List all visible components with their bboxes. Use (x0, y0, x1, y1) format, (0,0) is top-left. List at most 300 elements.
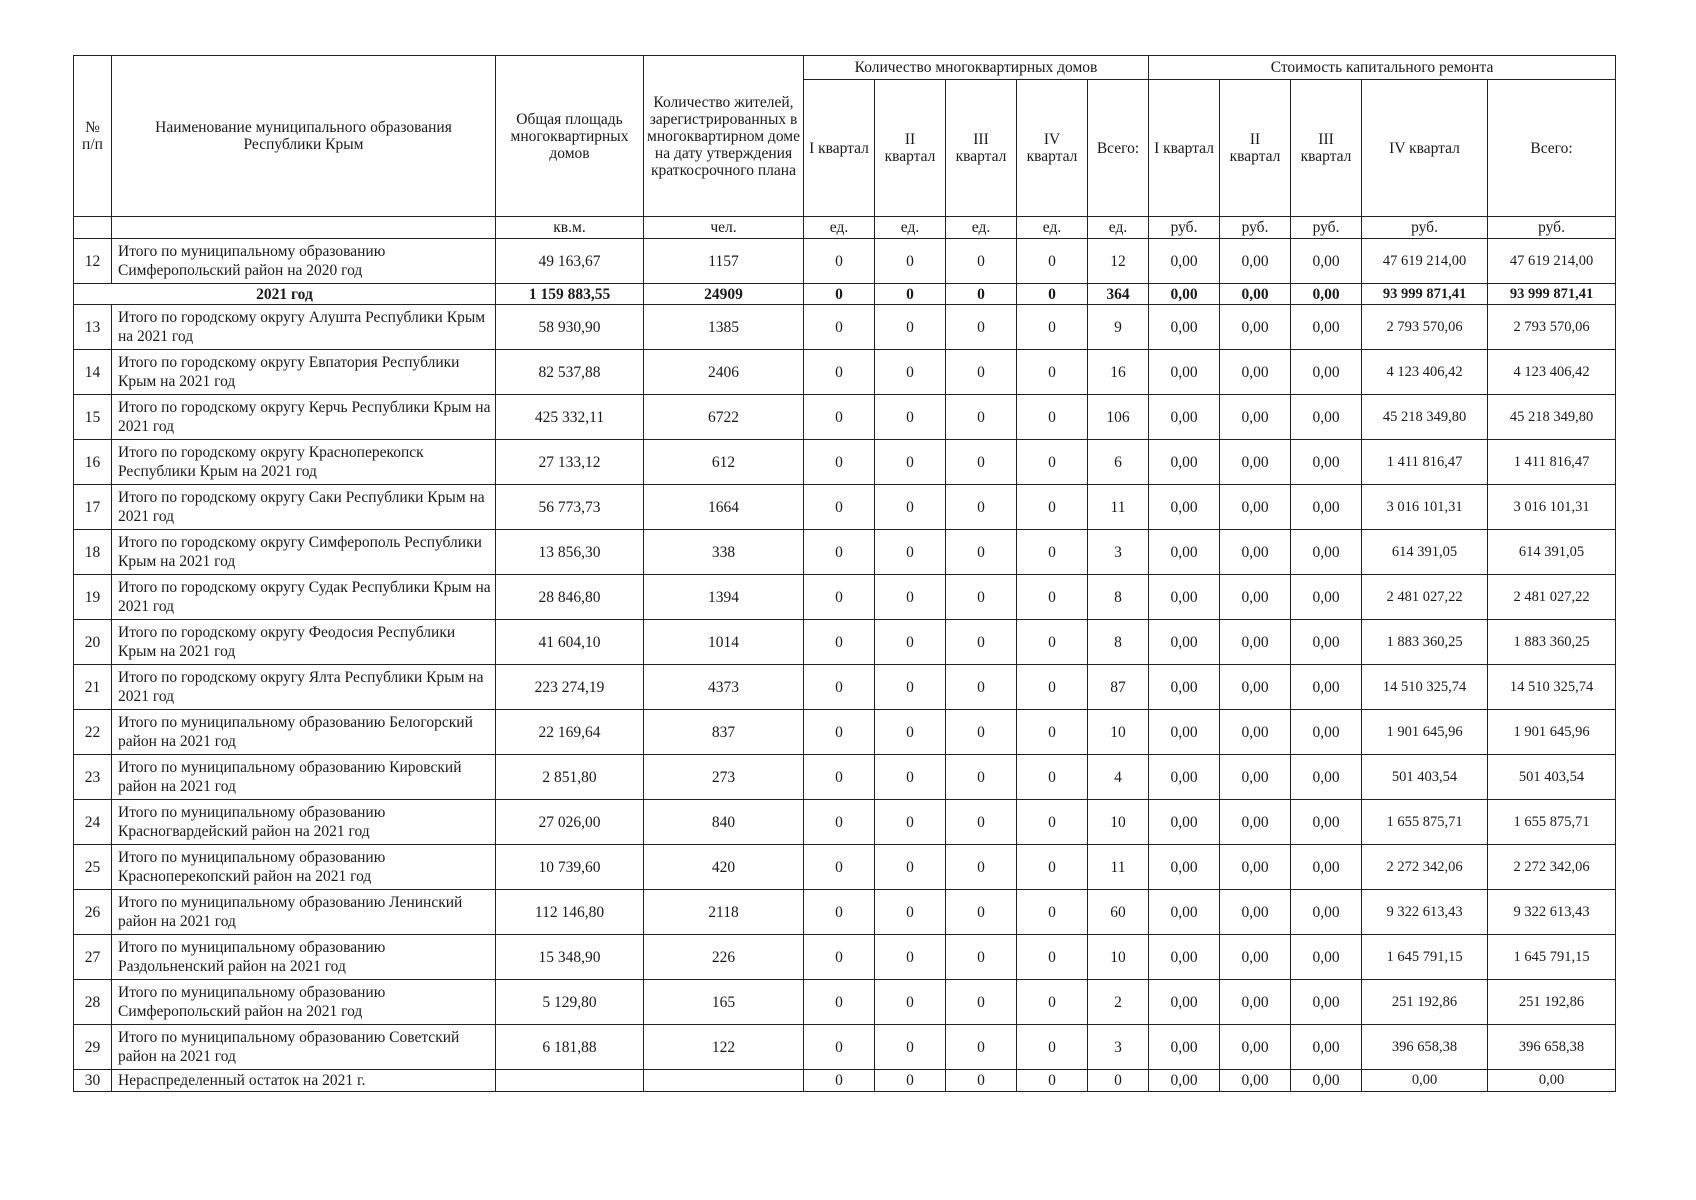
cost-q3-cell: 0,00 (1291, 305, 1362, 350)
houses-total-cell: 2 (1088, 980, 1149, 1025)
houses-q2-cell: 0 (875, 485, 946, 530)
header-cost-group: Стоимость капитального ремонта (1149, 56, 1616, 80)
residents-cell: 226 (644, 935, 804, 980)
houses-q2-cell: 0 (875, 395, 946, 440)
cost-q1-cell: 0,00 (1149, 1070, 1220, 1092)
cost-q1-cell: 0,00 (1149, 935, 1220, 980)
header-houses-q1: I квартал (804, 80, 875, 217)
cost-q3-cell: 0,00 (1291, 440, 1362, 485)
area-cell: 10 739,60 (496, 845, 644, 890)
houses-q4-cell: 0 (1017, 980, 1088, 1025)
residents-cell: 420 (644, 845, 804, 890)
houses-q4-cell: 0 (1017, 755, 1088, 800)
cost-q3-cell: 0,00 (1291, 350, 1362, 395)
houses-total-cell: 8 (1088, 575, 1149, 620)
table-row (74, 620, 1616, 665)
cost-total-cell: 614 391,05 (1488, 530, 1616, 575)
houses-q2-cell: 0 (875, 845, 946, 890)
cost-q3-cell: 0,00 (1291, 575, 1362, 620)
cost-q4-cell: 14 510 325,74 (1362, 665, 1488, 710)
houses-total-cell: 11 (1088, 845, 1149, 890)
cost-q4-cell: 614 391,05 (1362, 530, 1488, 575)
row-number-cell: 23 (74, 755, 112, 800)
row-name-cell: Итого по городскому округу Симферополь Республики Крым на 2021 год (112, 530, 496, 575)
row-number-cell: 30 (74, 1070, 112, 1092)
cost-q4-cell: 2 793 570,06 (1362, 305, 1488, 350)
houses-total-cell: 6 (1088, 440, 1149, 485)
houses-q3-cell: 0 (946, 239, 1017, 284)
houses-q1-cell: 0 (804, 1070, 875, 1092)
houses-q3-cell: 0 (946, 890, 1017, 935)
cost-q4-cell: 3 016 101,31 (1362, 485, 1488, 530)
houses-q1-cell: 0 (804, 845, 875, 890)
cost-q4-cell: 1 901 645,96 (1362, 710, 1488, 755)
houses-q3-cell: 0 (946, 665, 1017, 710)
houses-q4-cell: 0 (1017, 665, 1088, 710)
houses-q2-cell: 0 (875, 980, 946, 1025)
houses-q2-cell: 0 (875, 1025, 946, 1070)
row-number-cell: 28 (74, 980, 112, 1025)
cost-q3-cell: 0,00 (1291, 284, 1362, 305)
row-number-cell: 24 (74, 800, 112, 845)
houses-q3-cell: 0 (946, 980, 1017, 1025)
table-row (74, 1070, 1616, 1092)
houses-total-cell: 364 (1088, 284, 1149, 305)
houses-total-cell: 10 (1088, 710, 1149, 755)
cost-total-cell: 1 901 645,96 (1488, 710, 1616, 755)
area-cell: 82 537,88 (496, 350, 644, 395)
unit-cell-empty (112, 217, 496, 239)
area-cell (496, 1070, 644, 1092)
houses-q4-cell: 0 (1017, 890, 1088, 935)
cost-q2-cell: 0,00 (1220, 284, 1291, 305)
header-houses-q2: II квартал (875, 80, 946, 217)
table-row (74, 440, 1616, 485)
cost-q3-cell: 0,00 (1291, 890, 1362, 935)
houses-q1-cell: 0 (804, 1025, 875, 1070)
table-row (74, 350, 1616, 395)
row-number-cell: 27 (74, 935, 112, 980)
table-row (74, 845, 1616, 890)
row-name-cell: Итого по муниципальному образованию Красногвардейский район на 2021 год (112, 800, 496, 845)
houses-q3-cell: 0 (946, 710, 1017, 755)
cost-q1-cell: 0,00 (1149, 239, 1220, 284)
cost-q1-cell: 0,00 (1149, 980, 1220, 1025)
cost-q2-cell: 0,00 (1220, 395, 1291, 440)
row-name-cell: Итого по муниципальному образованию Советский район на 2021 год (112, 1025, 496, 1070)
row-number-cell: 21 (74, 665, 112, 710)
cost-total-cell: 0,00 (1488, 1070, 1616, 1092)
cost-q4-cell: 9 322 613,43 (1362, 890, 1488, 935)
unit-cell-empty (74, 217, 112, 239)
row-name-cell: Итого по городскому округу Саки Республики Крым на 2021 год (112, 485, 496, 530)
cost-q3-cell: 0,00 (1291, 395, 1362, 440)
houses-q1-cell: 0 (804, 575, 875, 620)
houses-q3-cell: 0 (946, 620, 1017, 665)
header-cost-q4: IV квартал (1362, 80, 1488, 217)
cost-q4-cell: 1 645 791,15 (1362, 935, 1488, 980)
header-cost-total: Всего: (1488, 80, 1616, 217)
houses-q2-cell: 0 (875, 755, 946, 800)
cost-total-cell: 45 218 349,80 (1488, 395, 1616, 440)
unit-houses-q4: ед. (1017, 217, 1088, 239)
cost-q1-cell: 0,00 (1149, 710, 1220, 755)
row-name-cell: Итого по городскому округу Алушта Республики Крым на 2021 год (112, 305, 496, 350)
cost-q2-cell: 0,00 (1220, 845, 1291, 890)
table-row (74, 890, 1616, 935)
header-cost-q3: III квартал (1291, 80, 1362, 217)
row-name-cell: Итого по муниципальному образованию Кировский район на 2021 год (112, 755, 496, 800)
houses-q4-cell: 0 (1017, 239, 1088, 284)
houses-total-cell: 11 (1088, 485, 1149, 530)
cost-q3-cell: 0,00 (1291, 1025, 1362, 1070)
row-number-cell: 29 (74, 1025, 112, 1070)
cost-total-cell: 4 123 406,42 (1488, 350, 1616, 395)
cost-q1-cell: 0,00 (1149, 395, 1220, 440)
area-cell: 28 846,80 (496, 575, 644, 620)
cost-q3-cell: 0,00 (1291, 530, 1362, 575)
cost-q2-cell: 0,00 (1220, 350, 1291, 395)
row-number-cell: 17 (74, 485, 112, 530)
houses-q2-cell: 0 (875, 530, 946, 575)
cost-q2-cell: 0,00 (1220, 620, 1291, 665)
houses-q1-cell: 0 (804, 800, 875, 845)
residents-cell: 273 (644, 755, 804, 800)
cost-q3-cell: 0,00 (1291, 980, 1362, 1025)
houses-total-cell: 10 (1088, 800, 1149, 845)
residents-cell: 1157 (644, 239, 804, 284)
header-residents: Количество жителей, зарегистрированных в многоквартирном доме на дату утверждения краткосрочного плана (644, 56, 804, 217)
houses-q1-cell: 0 (804, 350, 875, 395)
table-row (74, 575, 1616, 620)
cost-q2-cell: 0,00 (1220, 710, 1291, 755)
row-number-cell: 26 (74, 890, 112, 935)
houses-q2-cell: 0 (875, 710, 946, 755)
residents-cell: 1385 (644, 305, 804, 350)
unit-houses-q3: ед. (946, 217, 1017, 239)
cost-q1-cell: 0,00 (1149, 350, 1220, 395)
houses-q2-cell: 0 (875, 935, 946, 980)
cost-q2-cell: 0,00 (1220, 530, 1291, 575)
houses-q3-cell: 0 (946, 305, 1017, 350)
residents-cell: 1664 (644, 485, 804, 530)
houses-q4-cell: 0 (1017, 440, 1088, 485)
row-number-cell: 15 (74, 395, 112, 440)
unit-houses-q1: ед. (804, 217, 875, 239)
cost-q1-cell: 0,00 (1149, 1025, 1220, 1070)
houses-q1-cell: 0 (804, 980, 875, 1025)
cost-q2-cell: 0,00 (1220, 440, 1291, 485)
year-total-row (74, 284, 1616, 305)
cost-q4-cell: 47 619 214,00 (1362, 239, 1488, 284)
residents-cell: 165 (644, 980, 804, 1025)
cost-q2-cell: 0,00 (1220, 1070, 1291, 1092)
houses-q3-cell: 0 (946, 440, 1017, 485)
cost-q4-cell: 396 658,38 (1362, 1025, 1488, 1070)
capital-repair-table (73, 55, 1616, 1092)
cost-total-cell: 2 481 027,22 (1488, 575, 1616, 620)
residents-cell: 1394 (644, 575, 804, 620)
row-name-cell: Итого по городскому округу Евпатория Республики Крым на 2021 год (112, 350, 496, 395)
area-cell: 6 181,88 (496, 1025, 644, 1070)
table-row (74, 755, 1616, 800)
area-cell: 41 604,10 (496, 620, 644, 665)
cost-total-cell: 1 883 360,25 (1488, 620, 1616, 665)
header-area: Общая площадь многоквартирных домов (496, 56, 644, 217)
table-row (74, 665, 1616, 710)
row-name-cell: Итого по муниципальному образованию Красноперекопский район на 2021 год (112, 845, 496, 890)
cost-q2-cell: 0,00 (1220, 980, 1291, 1025)
residents-cell: 840 (644, 800, 804, 845)
houses-q3-cell: 0 (946, 935, 1017, 980)
houses-q4-cell: 0 (1017, 575, 1088, 620)
houses-total-cell: 10 (1088, 935, 1149, 980)
houses-q3-cell: 0 (946, 575, 1017, 620)
houses-q1-cell: 0 (804, 935, 875, 980)
houses-q1-cell: 0 (804, 395, 875, 440)
houses-total-cell: 87 (1088, 665, 1149, 710)
cost-total-cell: 9 322 613,43 (1488, 890, 1616, 935)
row-name-cell: Итого по муниципальному образованию Раздольненский район на 2021 год (112, 935, 496, 980)
row-name-cell: Нераспределенный остаток на 2021 г. (112, 1070, 496, 1092)
cost-q4-cell: 1 655 875,71 (1362, 800, 1488, 845)
houses-q2-cell: 0 (875, 665, 946, 710)
cost-q1-cell: 0,00 (1149, 800, 1220, 845)
row-name-cell: Итого по муниципальному образованию Белогорский район на 2021 год (112, 710, 496, 755)
houses-total-cell: 16 (1088, 350, 1149, 395)
houses-q4-cell: 0 (1017, 350, 1088, 395)
cost-q1-cell: 0,00 (1149, 665, 1220, 710)
cost-total-cell: 47 619 214,00 (1488, 239, 1616, 284)
cost-q3-cell: 0,00 (1291, 935, 1362, 980)
cost-q4-cell: 501 403,54 (1362, 755, 1488, 800)
area-cell: 27 026,00 (496, 800, 644, 845)
table-row (74, 239, 1616, 284)
table-row (74, 710, 1616, 755)
row-number-cell: 12 (74, 239, 112, 284)
houses-q4-cell: 0 (1017, 1025, 1088, 1070)
residents-cell: 612 (644, 440, 804, 485)
row-number-cell: 16 (74, 440, 112, 485)
cost-q1-cell: 0,00 (1149, 890, 1220, 935)
cost-q1-cell: 0,00 (1149, 284, 1220, 305)
unit-cost-q3: руб. (1291, 217, 1362, 239)
area-cell: 56 773,73 (496, 485, 644, 530)
houses-q1-cell: 0 (804, 710, 875, 755)
area-cell: 15 348,90 (496, 935, 644, 980)
houses-total-cell: 60 (1088, 890, 1149, 935)
cost-q2-cell: 0,00 (1220, 755, 1291, 800)
houses-q2-cell: 0 (875, 800, 946, 845)
houses-q3-cell: 0 (946, 284, 1017, 305)
area-cell: 5 129,80 (496, 980, 644, 1025)
cost-q2-cell: 0,00 (1220, 485, 1291, 530)
header-cost-q1: I квартал (1149, 80, 1220, 217)
row-name-cell: Итого по городскому округу Ялта Республики Крым на 2021 год (112, 665, 496, 710)
houses-total-cell: 9 (1088, 305, 1149, 350)
cost-q2-cell: 0,00 (1220, 800, 1291, 845)
cost-total-cell: 3 016 101,31 (1488, 485, 1616, 530)
cost-q4-cell: 1 411 816,47 (1362, 440, 1488, 485)
houses-q1-cell: 0 (804, 665, 875, 710)
houses-q3-cell: 0 (946, 350, 1017, 395)
houses-q3-cell: 0 (946, 395, 1017, 440)
header-houses-total: Всего: (1088, 80, 1149, 217)
cost-total-cell: 14 510 325,74 (1488, 665, 1616, 710)
area-cell: 22 169,64 (496, 710, 644, 755)
header-houses-q3: III квартал (946, 80, 1017, 217)
houses-q2-cell: 0 (875, 575, 946, 620)
residents-cell: 837 (644, 710, 804, 755)
row-number-cell: 13 (74, 305, 112, 350)
cost-q4-cell: 45 218 349,80 (1362, 395, 1488, 440)
houses-q2-cell: 0 (875, 284, 946, 305)
cost-total-cell: 93 999 871,41 (1488, 284, 1616, 305)
row-name-cell: Итого по муниципальному образованию Симферопольский район на 2020 год (112, 239, 496, 284)
houses-q4-cell: 0 (1017, 845, 1088, 890)
area-cell: 58 930,90 (496, 305, 644, 350)
row-number-cell: 20 (74, 620, 112, 665)
row-number-cell: 25 (74, 845, 112, 890)
header-houses-q4: IV квартал (1017, 80, 1088, 217)
houses-q4-cell: 0 (1017, 710, 1088, 755)
houses-q4-cell: 0 (1017, 485, 1088, 530)
houses-q4-cell: 0 (1017, 395, 1088, 440)
residents-cell: 4373 (644, 665, 804, 710)
houses-q4-cell: 0 (1017, 305, 1088, 350)
row-name-cell: Итого по муниципальному образованию Симферопольский район на 2021 год (112, 980, 496, 1025)
unit-houses-q2: ед. (875, 217, 946, 239)
cost-q3-cell: 0,00 (1291, 485, 1362, 530)
cost-q2-cell: 0,00 (1220, 665, 1291, 710)
row-number-cell: 18 (74, 530, 112, 575)
area-cell: 13 856,30 (496, 530, 644, 575)
header-name: Наименование муниципального образования Республики Крым (112, 56, 496, 217)
residents-cell: 2118 (644, 890, 804, 935)
header-num: № п/п (74, 56, 112, 217)
cost-q4-cell: 1 883 360,25 (1362, 620, 1488, 665)
header-houses-group: Количество многоквартирных домов (804, 56, 1149, 80)
unit-residents: чел. (644, 217, 804, 239)
table-row (74, 800, 1616, 845)
cost-q3-cell: 0,00 (1291, 800, 1362, 845)
residents-cell: 338 (644, 530, 804, 575)
cost-q4-cell: 251 192,86 (1362, 980, 1488, 1025)
row-name-cell: Итого по городскому округу Судак Республики Крым на 2021 год (112, 575, 496, 620)
houses-q4-cell: 0 (1017, 935, 1088, 980)
cost-q1-cell: 0,00 (1149, 575, 1220, 620)
houses-total-cell: 106 (1088, 395, 1149, 440)
cost-q2-cell: 0,00 (1220, 239, 1291, 284)
residents-cell: 122 (644, 1025, 804, 1070)
houses-total-cell: 8 (1088, 620, 1149, 665)
row-name-cell: Итого по городскому округу Феодосия Республики Крым на 2021 год (112, 620, 496, 665)
houses-q2-cell: 0 (875, 350, 946, 395)
houses-q4-cell: 0 (1017, 620, 1088, 665)
unit-houses-total: ед. (1088, 217, 1149, 239)
cost-total-cell: 501 403,54 (1488, 755, 1616, 800)
area-cell: 223 274,19 (496, 665, 644, 710)
houses-total-cell: 4 (1088, 755, 1149, 800)
houses-q3-cell: 0 (946, 1025, 1017, 1070)
residents-cell: 24909 (644, 284, 804, 305)
table-row (74, 485, 1616, 530)
cost-q4-cell: 4 123 406,42 (1362, 350, 1488, 395)
table-row (74, 980, 1616, 1025)
area-cell: 49 163,67 (496, 239, 644, 284)
houses-q1-cell: 0 (804, 440, 875, 485)
residents-cell (644, 1070, 804, 1092)
unit-cost-total: руб. (1488, 217, 1616, 239)
area-cell: 2 851,80 (496, 755, 644, 800)
cost-total-cell: 1 411 816,47 (1488, 440, 1616, 485)
unit-cost-q1: руб. (1149, 217, 1220, 239)
cost-q3-cell: 0,00 (1291, 845, 1362, 890)
houses-total-cell: 3 (1088, 1025, 1149, 1070)
table-row (74, 395, 1616, 440)
houses-q3-cell: 0 (946, 755, 1017, 800)
houses-q2-cell: 0 (875, 440, 946, 485)
cost-total-cell: 1 645 791,15 (1488, 935, 1616, 980)
cost-total-cell: 2 272 342,06 (1488, 845, 1616, 890)
area-cell: 1 159 883,55 (496, 284, 644, 305)
houses-q2-cell: 0 (875, 305, 946, 350)
row-number-cell: 19 (74, 575, 112, 620)
houses-q4-cell: 0 (1017, 530, 1088, 575)
houses-q1-cell: 0 (804, 620, 875, 665)
cost-q3-cell: 0,00 (1291, 239, 1362, 284)
houses-q1-cell: 0 (804, 305, 875, 350)
cost-q4-cell: 2 481 027,22 (1362, 575, 1488, 620)
table-body (74, 56, 1616, 1092)
houses-q2-cell: 0 (875, 620, 946, 665)
residents-cell: 2406 (644, 350, 804, 395)
cost-q2-cell: 0,00 (1220, 1025, 1291, 1070)
cost-q3-cell: 0,00 (1291, 620, 1362, 665)
cost-q1-cell: 0,00 (1149, 305, 1220, 350)
houses-q1-cell: 0 (804, 890, 875, 935)
cost-q2-cell: 0,00 (1220, 890, 1291, 935)
houses-q3-cell: 0 (946, 1070, 1017, 1092)
cost-q4-cell: 2 272 342,06 (1362, 845, 1488, 890)
row-name-cell: Итого по городскому округу Керчь Республики Крым на 2021 год (112, 395, 496, 440)
year-label: 2021 год (74, 284, 496, 305)
cost-q1-cell: 0,00 (1149, 755, 1220, 800)
cost-q2-cell: 0,00 (1220, 305, 1291, 350)
cost-q3-cell: 0,00 (1291, 710, 1362, 755)
cost-total-cell: 396 658,38 (1488, 1025, 1616, 1070)
row-number-cell: 14 (74, 350, 112, 395)
row-name-cell: Итого по городскому округу Красноперекопск Республики Крым на 2021 год (112, 440, 496, 485)
cost-q4-cell: 93 999 871,41 (1362, 284, 1488, 305)
cost-total-cell: 1 655 875,71 (1488, 800, 1616, 845)
table-row (74, 935, 1616, 980)
unit-cost-q2: руб. (1220, 217, 1291, 239)
houses-q4-cell: 0 (1017, 284, 1088, 305)
cost-q4-cell: 0,00 (1362, 1070, 1488, 1092)
row-number-cell: 22 (74, 710, 112, 755)
unit-cost-q4: руб. (1362, 217, 1488, 239)
houses-q1-cell: 0 (804, 284, 875, 305)
cost-q3-cell: 0,00 (1291, 755, 1362, 800)
table-row (74, 1025, 1616, 1070)
houses-q1-cell: 0 (804, 755, 875, 800)
residents-cell: 6722 (644, 395, 804, 440)
cost-q1-cell: 0,00 (1149, 845, 1220, 890)
houses-q1-cell: 0 (804, 530, 875, 575)
area-cell: 112 146,80 (496, 890, 644, 935)
cost-q2-cell: 0,00 (1220, 575, 1291, 620)
